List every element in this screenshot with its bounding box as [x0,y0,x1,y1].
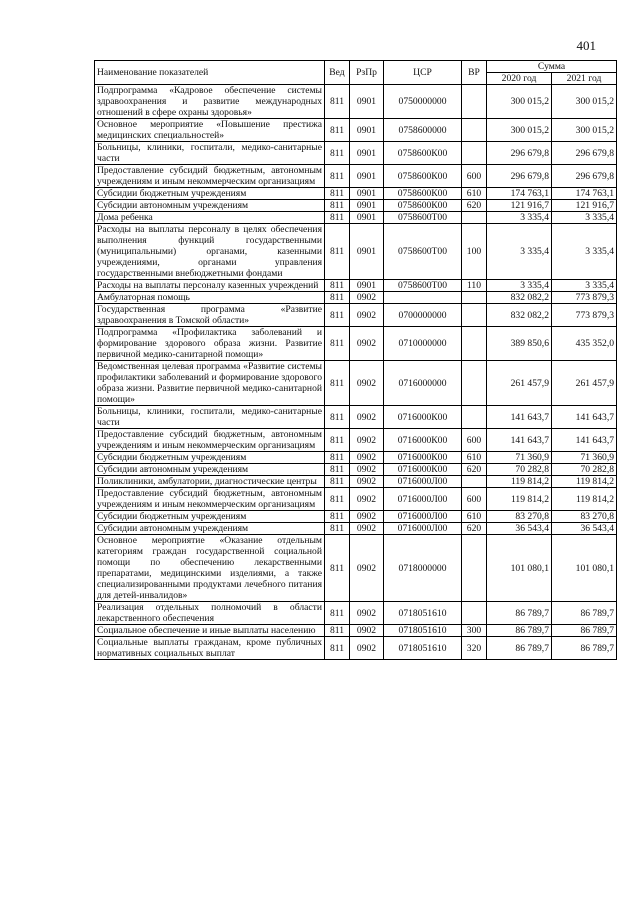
cell-2020: 174 763,1 [487,188,552,200]
cell-csr: 0758600Т00 [384,280,462,292]
cell-name: Субсидии автономным учреждениям [95,523,325,535]
cell-csr: 0758600К00 [384,142,462,165]
cell-vr [462,142,487,165]
cell-csr: 0758600К00 [384,200,462,212]
table-row [95,602,617,625]
cell-csr: 0716000Л00 [384,523,462,535]
table-header [95,61,617,85]
page-number: 401 [576,38,596,53]
cell-rzpr: 0902 [350,452,384,464]
cell-ved: 811 [325,637,350,660]
table-body [95,85,617,660]
cell-2021: 83 270,8 [552,511,617,523]
cell-csr: 0716000Л00 [384,511,462,523]
header-year-2020: 2020 год [487,73,552,85]
cell-vr [462,85,487,119]
cell-2021: 121 916,7 [552,200,617,212]
table-row [95,523,617,535]
cell-2020: 83 270,8 [487,511,552,523]
cell-name: Государственная программа «Развитие здравоохранения в Томской области» [95,304,325,327]
cell-ved: 811 [325,361,350,406]
cell-ved: 811 [325,165,350,188]
cell-2020: 121 916,7 [487,200,552,212]
table-row [95,625,617,637]
cell-name: Субсидии автономным учреждениям [95,464,325,476]
cell-ved: 811 [325,464,350,476]
cell-name: Расходы на выплаты персоналу в целях обеспечения выполнения функций государственными (муниципальными) органами, казенными учреждениями, органами управления государственными внебюджетными фондами [95,224,325,280]
cell-name: Реализация отдельных полномочий в области лекарственного обеспечения [95,602,325,625]
cell-vr [462,327,487,361]
cell-rzpr: 0902 [350,292,384,304]
table-row [95,200,617,212]
cell-2021: 435 352,0 [552,327,617,361]
cell-csr: 0758600Т00 [384,212,462,224]
cell-csr: 0716000Л00 [384,488,462,511]
cell-ved: 811 [325,429,350,452]
cell-name: Больницы, клиники, госпитали, медико-санитарные части [95,406,325,429]
cell-vr: 610 [462,452,487,464]
cell-vr: 620 [462,200,487,212]
cell-ved: 811 [325,523,350,535]
cell-rzpr: 0902 [350,429,384,452]
cell-csr: 0758600К00 [384,188,462,200]
cell-name: Подпрограмма «Профилактика заболеваний и формирование здорового образа жизни. Развитие первичной медико-санитарной помощи» [95,327,325,361]
cell-2021: 36 543,4 [552,523,617,535]
cell-csr: 0716000К00 [384,406,462,429]
cell-vr: 600 [462,488,487,511]
cell-vr: 110 [462,280,487,292]
cell-2020: 832 082,2 [487,292,552,304]
cell-ved: 811 [325,406,350,429]
cell-rzpr: 0902 [350,464,384,476]
cell-name: Субсидии автономным учреждениям [95,200,325,212]
cell-name: Субсидии бюджетным учреждениям [95,188,325,200]
table-row [95,476,617,488]
cell-rzpr: 0902 [350,488,384,511]
cell-2021: 86 789,7 [552,625,617,637]
cell-csr: 0716000К00 [384,464,462,476]
cell-rzpr: 0902 [350,602,384,625]
cell-ved: 811 [325,188,350,200]
cell-2020: 3 335,4 [487,224,552,280]
cell-rzpr: 0902 [350,327,384,361]
cell-2021: 773 879,3 [552,304,617,327]
table-row [95,224,617,280]
cell-2020: 296 679,8 [487,142,552,165]
cell-rzpr: 0902 [350,476,384,488]
cell-2020: 119 814,2 [487,488,552,511]
cell-2020: 261 457,9 [487,361,552,406]
cell-rzpr: 0902 [350,511,384,523]
cell-vr: 610 [462,511,487,523]
cell-ved: 811 [325,119,350,142]
cell-rzpr: 0902 [350,406,384,429]
table-row [95,464,617,476]
cell-2020: 36 543,4 [487,523,552,535]
cell-2021: 174 763,1 [552,188,617,200]
cell-rzpr: 0901 [350,165,384,188]
cell-2021: 71 360,9 [552,452,617,464]
cell-2020: 296 679,8 [487,165,552,188]
cell-ved: 811 [325,511,350,523]
cell-vr: 620 [462,523,487,535]
cell-rzpr: 0901 [350,188,384,200]
cell-2021: 119 814,2 [552,488,617,511]
cell-2020: 70 282,8 [487,464,552,476]
table-row [95,535,617,602]
header-ved: Вед [325,61,350,85]
budget-table [94,60,617,660]
cell-rzpr: 0901 [350,280,384,292]
cell-2020: 832 082,2 [487,304,552,327]
cell-name: Субсидии бюджетным учреждениям [95,452,325,464]
cell-2021: 86 789,7 [552,602,617,625]
table-row [95,304,617,327]
cell-rzpr: 0902 [350,361,384,406]
cell-vr [462,476,487,488]
cell-rzpr: 0901 [350,119,384,142]
cell-2021: 296 679,8 [552,142,617,165]
cell-rzpr: 0902 [350,625,384,637]
cell-2021: 70 282,8 [552,464,617,476]
cell-2020: 119 814,2 [487,476,552,488]
table-row [95,511,617,523]
cell-csr: 0718000000 [384,535,462,602]
cell-rzpr: 0901 [350,212,384,224]
cell-ved: 811 [325,142,350,165]
cell-name: Предоставление субсидий бюджетным, автономным учреждениям и иным некоммерческим организациям [95,165,325,188]
table-row [95,165,617,188]
table-row [95,406,617,429]
cell-ved: 811 [325,292,350,304]
cell-2021: 773 879,3 [552,292,617,304]
cell-name: Социальное обеспечение и иные выплаты населению [95,625,325,637]
cell-ved: 811 [325,452,350,464]
cell-rzpr: 0901 [350,85,384,119]
cell-2020: 86 789,7 [487,625,552,637]
cell-ved: 811 [325,327,350,361]
cell-2020: 141 643,7 [487,429,552,452]
cell-vr: 610 [462,188,487,200]
cell-csr: 0716000Л00 [384,476,462,488]
cell-name: Амбулаторная помощь [95,292,325,304]
cell-name: Социальные выплаты гражданам, кроме публичных нормативных социальных выплат [95,637,325,660]
table-row [95,85,617,119]
cell-ved: 811 [325,476,350,488]
cell-ved: 811 [325,304,350,327]
cell-vr: 320 [462,637,487,660]
cell-vr: 600 [462,165,487,188]
cell-2020: 86 789,7 [487,637,552,660]
cell-vr [462,304,487,327]
cell-2021: 3 335,4 [552,224,617,280]
cell-csr [384,292,462,304]
cell-vr [462,535,487,602]
cell-rzpr: 0901 [350,200,384,212]
cell-name: Предоставление субсидий бюджетным, автономным учреждениям и иным некоммерческим организациям [95,429,325,452]
cell-rzpr: 0901 [350,142,384,165]
cell-ved: 811 [325,625,350,637]
cell-2021: 3 335,4 [552,212,617,224]
cell-2021: 300 015,2 [552,119,617,142]
cell-2021: 101 080,1 [552,535,617,602]
cell-2020: 141 643,7 [487,406,552,429]
cell-2020: 101 080,1 [487,535,552,602]
cell-csr: 0716000К00 [384,429,462,452]
cell-2020: 86 789,7 [487,602,552,625]
cell-ved: 811 [325,488,350,511]
cell-rzpr: 0902 [350,304,384,327]
cell-name: Ведомственная целевая программа «Развитие системы профилактики заболеваний и формирование здорового образа жизни. Развитие первичной медико-санитарной помощи» [95,361,325,406]
cell-name: Поликлиники, амбулатории, диагностические центры [95,476,325,488]
cell-name: Дома ребенка [95,212,325,224]
cell-name: Предоставление субсидий бюджетным, автономным учреждениям и иным некоммерческим организациям [95,488,325,511]
cell-csr: 0758600К00 [384,165,462,188]
cell-2021: 300 015,2 [552,85,617,119]
cell-rzpr: 0902 [350,523,384,535]
cell-2021: 141 643,7 [552,406,617,429]
table-row [95,292,617,304]
cell-ved: 811 [325,224,350,280]
cell-ved: 811 [325,535,350,602]
cell-2020: 300 015,2 [487,85,552,119]
cell-name: Больницы, клиники, госпитали, медико-санитарные части [95,142,325,165]
cell-rzpr: 0902 [350,637,384,660]
cell-2021: 3 335,4 [552,280,617,292]
cell-vr [462,361,487,406]
cell-ved: 811 [325,200,350,212]
cell-vr [462,602,487,625]
cell-vr [462,406,487,429]
cell-csr: 0718051610 [384,602,462,625]
cell-rzpr: 0902 [350,535,384,602]
table-row [95,452,617,464]
header-vr: ВР [462,61,487,85]
cell-rzpr: 0901 [350,224,384,280]
cell-csr: 0758600Т00 [384,224,462,280]
cell-2020: 389 850,6 [487,327,552,361]
table-row [95,361,617,406]
header-csr: ЦСР [384,61,462,85]
cell-2021: 261 457,9 [552,361,617,406]
cell-2020: 300 015,2 [487,119,552,142]
cell-2021: 296 679,8 [552,165,617,188]
table-row [95,488,617,511]
header-rzpr: РзПр [350,61,384,85]
cell-vr: 600 [462,429,487,452]
cell-csr: 0700000000 [384,304,462,327]
cell-vr: 620 [462,464,487,476]
table-row [95,212,617,224]
table-row [95,142,617,165]
cell-name: Расходы на выплаты персоналу казенных учреждений [95,280,325,292]
cell-vr [462,292,487,304]
cell-name: Субсидии бюджетным учреждениям [95,511,325,523]
cell-name: Подпрограмма «Кадровое обеспечение системы здравоохранения и развитие международных отношений в сфере охраны здоровья» [95,85,325,119]
cell-2020: 71 360,9 [487,452,552,464]
table-row [95,327,617,361]
cell-csr: 0716000К00 [384,452,462,464]
cell-csr: 0718051610 [384,625,462,637]
table-row [95,188,617,200]
cell-2021: 119 814,2 [552,476,617,488]
table-row [95,119,617,142]
table-row [95,280,617,292]
cell-csr: 0750000000 [384,85,462,119]
cell-csr: 0710000000 [384,327,462,361]
cell-vr: 300 [462,625,487,637]
cell-csr: 0716000000 [384,361,462,406]
header-row-top [95,61,617,73]
header-year-2021: 2021 год [552,73,617,85]
cell-name: Основное мероприятие «Повышение престижа медицинских специальностей» [95,119,325,142]
cell-csr: 0718051610 [384,637,462,660]
header-name: Наименование показателей [95,61,325,85]
cell-csr: 0758600000 [384,119,462,142]
cell-2021: 141 643,7 [552,429,617,452]
table-row [95,637,617,660]
cell-ved: 811 [325,280,350,292]
cell-ved: 811 [325,85,350,119]
cell-name: Основное мероприятие «Оказание отдельным категориям граждан государственной социальной помощи по обеспечению лекарственными препаратами, медицинскими изделиями, а также специализированными продуктами лечебного питания для детей-инвалидов» [95,535,325,602]
table-row [95,429,617,452]
cell-vr [462,119,487,142]
header-sum: Сумма [487,61,617,73]
cell-2020: 3 335,4 [487,280,552,292]
cell-2021: 86 789,7 [552,637,617,660]
cell-vr [462,212,487,224]
cell-ved: 811 [325,602,350,625]
cell-vr: 100 [462,224,487,280]
cell-2020: 3 335,4 [487,212,552,224]
cell-ved: 811 [325,212,350,224]
